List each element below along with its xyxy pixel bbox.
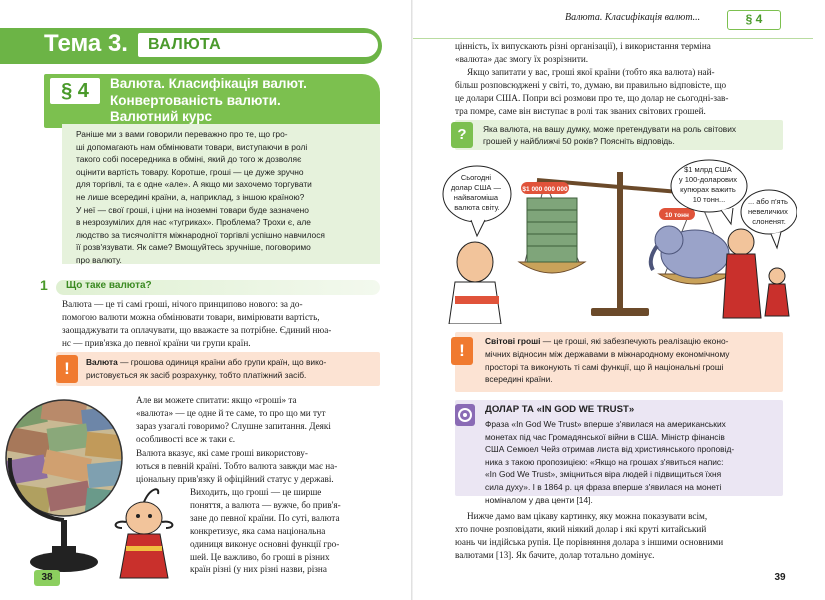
pile-label: $1 000 000 000	[522, 186, 568, 193]
exclamation-icon: !	[56, 355, 78, 383]
section-badge: § 4	[48, 76, 102, 106]
text-line: зане до певної країни. По суті, валюта	[190, 512, 340, 523]
speech-line: невеличких	[748, 207, 788, 216]
paragraph-closing	[455, 510, 783, 562]
exclamation-icon: !	[451, 337, 473, 365]
text-line: поняття, а валюта — вужче, бо прив'я-	[190, 499, 341, 510]
text-line: Нижче дамо вам цікаву картинку, яку можна показувати всім,	[467, 511, 708, 521]
world-money-text	[485, 335, 777, 386]
topic-name-box	[136, 31, 380, 59]
text-line: валютами [13]. Як бачите, долар тотально домінує.	[455, 549, 655, 560]
money-pile	[521, 182, 577, 262]
text-line: цінність, їх випускають різні організації), і використання терміна	[455, 41, 711, 51]
intro-line: людство за тисячоліття міжнародної торгівлі успішно навчилося	[76, 229, 325, 240]
section-title-line: Валютний курс	[110, 109, 212, 124]
definition-line: — грошова одиниця країни або групи країн, що вико-	[120, 357, 327, 367]
page-number: 38	[34, 570, 60, 586]
text-line: «валюта» — це одне й те саме, то про що ми тут	[136, 407, 326, 418]
question-text	[483, 123, 779, 147]
question-mark-icon: ?	[451, 122, 473, 148]
text-line: «валюта» дає змогу їх розрізнити.	[455, 53, 589, 64]
paragraph-question	[136, 394, 380, 446]
speech-line: ... або п'ять	[747, 197, 788, 206]
fact-line: США Семюел Чейз отримав листа від християнського проповід-	[485, 444, 735, 455]
text-line: більш розповсюджені у світі, то, думаю, ви правильно відповісте, що	[455, 79, 727, 90]
definition-line: ристовується як засіб розрахунку, тобто платіжний засіб.	[86, 369, 307, 380]
paragraph-currency	[62, 298, 380, 350]
intro-line: в незрозумілих для нас «тугриках». Проблема? Трохи є, але	[76, 217, 311, 228]
text-line: тра помре, саме він виступає в ролі так званих світових грошей.	[455, 105, 706, 116]
text-line: конкретизує, яка сама національна	[190, 525, 326, 536]
text-line: ються в певній країні. Тобто валюта завжди має на-	[136, 460, 338, 471]
question-line: грошей у найближчі 50 років? Поясніть відповідь.	[483, 136, 675, 146]
text-line: Валюта — це ті самі гроші, нічого принципово нового: за до-	[62, 299, 303, 309]
intro-box	[62, 124, 380, 264]
fact-line: «In God We Trust», зміцниться віра людей і підвищиться їхня	[485, 469, 722, 480]
speech-line: $1 млрд США	[684, 165, 732, 174]
cossack-right	[723, 229, 789, 318]
text-line: це долари США. Попри всі розмови про те, що долар не сьогодні-зав-	[455, 92, 729, 103]
running-head	[413, 10, 813, 30]
fact-line: сила духу». І в 1864 р. ця фраза вперше з'явилася на монеті	[485, 481, 722, 492]
speech-line: Сьогодні	[460, 173, 492, 182]
intro-line: такого собі посередника в обміні, який до того ж дозволяє	[76, 154, 302, 165]
intro-line: Раніше ми з вами говорили переважно про те, що гро-	[76, 129, 288, 139]
question-heading	[30, 277, 380, 297]
text-line: Якщо запитати у вас, гроші якої країни (тобто яка валюта) най-	[467, 67, 715, 77]
world-money-box	[455, 332, 783, 392]
intro-line: не лише всередині країни, а, наприклад, з іншою країною?	[76, 191, 305, 202]
elephant	[651, 226, 729, 278]
intro-line: оцінити вартість товару. Коротше, гроші — це дуже зручно	[76, 166, 304, 177]
speech-line: долар США —	[450, 183, 501, 192]
definition-line: мічних відносин між державами в міжнародному економічному	[485, 348, 730, 359]
running-head-badge: § 4	[727, 10, 781, 30]
world-money-term: Світові гроші	[485, 336, 541, 346]
text-line: заощаджувати та оплачувати, що вважаєте за потрібне. Єдиний нюа-	[62, 324, 332, 335]
speech-line: у 100-доларових	[678, 175, 737, 184]
topic-name: ВАЛЮТА	[148, 36, 222, 53]
question-line: Яка валюта, на вашу думку, може претендувати на роль світових	[483, 124, 737, 134]
heading-number: 1	[40, 277, 48, 293]
text-line: помогою валюти можна обмінювати товари, вимірювати вартість,	[62, 311, 320, 322]
section-header	[44, 74, 380, 128]
question-box	[455, 120, 783, 150]
fact-line: номіналом у два центи [14].	[485, 494, 593, 505]
man-left	[449, 242, 501, 324]
section-title	[110, 76, 376, 126]
right-page	[413, 0, 825, 600]
dollar-fact-box	[455, 400, 783, 505]
definition-line: всередині країни.	[485, 374, 553, 385]
text-line: Виходить, що гроші — це ширше	[190, 487, 322, 497]
fact-line: монетах під час Громадянської війни в США. Міністр фінансів	[485, 431, 725, 442]
intro-line: про валюту.	[76, 254, 122, 265]
topic-label: Тема 3.	[44, 30, 128, 57]
running-head-text: Валюта. Класифікація валют...	[565, 12, 701, 23]
text-line: ціональну прив'язку й офіційний статус у державі.	[136, 473, 334, 484]
paragraph-broader	[190, 486, 380, 576]
section-title-line: Валюта. Класифікація валют.	[110, 76, 307, 91]
text-line: зараз узагалі говоримо? Слушне запитання. Деякі	[136, 420, 331, 431]
text-line: особливості все ж таки є.	[136, 433, 236, 444]
paragraph-dollar	[455, 66, 783, 118]
speech-line: слоненят.	[752, 217, 786, 226]
definition-box	[56, 352, 380, 386]
text-line: одиниця виконує основні функції гро-	[190, 538, 340, 549]
fact-icon	[455, 404, 475, 426]
text-line: Валюта вказує, які саме гроші використову-	[136, 448, 308, 458]
intro-line: ші допомагають нам обмінювати товари, виступаючи в ролі	[76, 141, 308, 152]
intro-line: для торгівлі, та є одне «але». А якщо ми захочемо торгувати	[76, 179, 312, 190]
topic-banner	[0, 28, 382, 64]
speech-line: найвагоміша	[453, 193, 499, 202]
text-line: шей. Це важливо, бо гроші в різних	[190, 551, 330, 562]
definition-line: просторі та виконують ті самі функції, що й національні гроші	[485, 361, 724, 372]
definition-term: Валюта	[86, 357, 118, 367]
speech-line: 10 тонн...	[692, 195, 726, 204]
speech-line: валюта світу.	[454, 203, 500, 212]
dollar-box-title: ДОЛАР ТА «IN GOD WE TRUST»	[485, 404, 635, 415]
definition-text	[86, 356, 374, 381]
fact-line: ника з такою пропозицією: «Якщо на грошах з'явиться напис:	[485, 456, 724, 467]
text-line: юань чи індійська рупія. Це порівняння долара з іншими основними	[455, 536, 724, 547]
dollar-box-text	[485, 418, 777, 506]
text-line: нс — прив'язка до певної країни чи групи країн.	[62, 337, 251, 348]
text-line: хто почне розповідати, який ніякий долар і які круті китайський	[455, 523, 707, 534]
paragraph-national	[136, 447, 380, 486]
dollar-scales-cartoon	[441, 158, 797, 324]
page-number: 39	[774, 572, 786, 583]
speech-line: купюрах важить	[680, 185, 736, 194]
svg-text:... або п'ять невеличких	[748, 197, 790, 226]
fact-line: Фраза «In God We Trust» вперше з'явилася на американських	[485, 419, 726, 429]
intro-line: У неї — свої гроші, і ціни на іноземні товари буде зазначено	[76, 204, 309, 215]
weight-label: 10 тонн	[665, 212, 689, 219]
text-line: країн різні (у них різні назви, різна	[190, 564, 327, 575]
intro-text	[76, 128, 374, 267]
text-line: Але ви можете спитати: якщо «гроші» та	[136, 395, 297, 405]
definition-line: — це гроші, які забезпечують реалізацію еконо-	[542, 336, 729, 346]
section-title-line: Конвертованість валюти.	[110, 92, 281, 108]
heading-title: Що таке валюта?	[66, 280, 152, 291]
paragraph-continuation	[455, 40, 783, 66]
cossack-illustration	[104, 482, 186, 582]
intro-line: її розв'язувати. Як саме? Вмощуйтесь зручніше, поговоримо	[76, 242, 311, 253]
